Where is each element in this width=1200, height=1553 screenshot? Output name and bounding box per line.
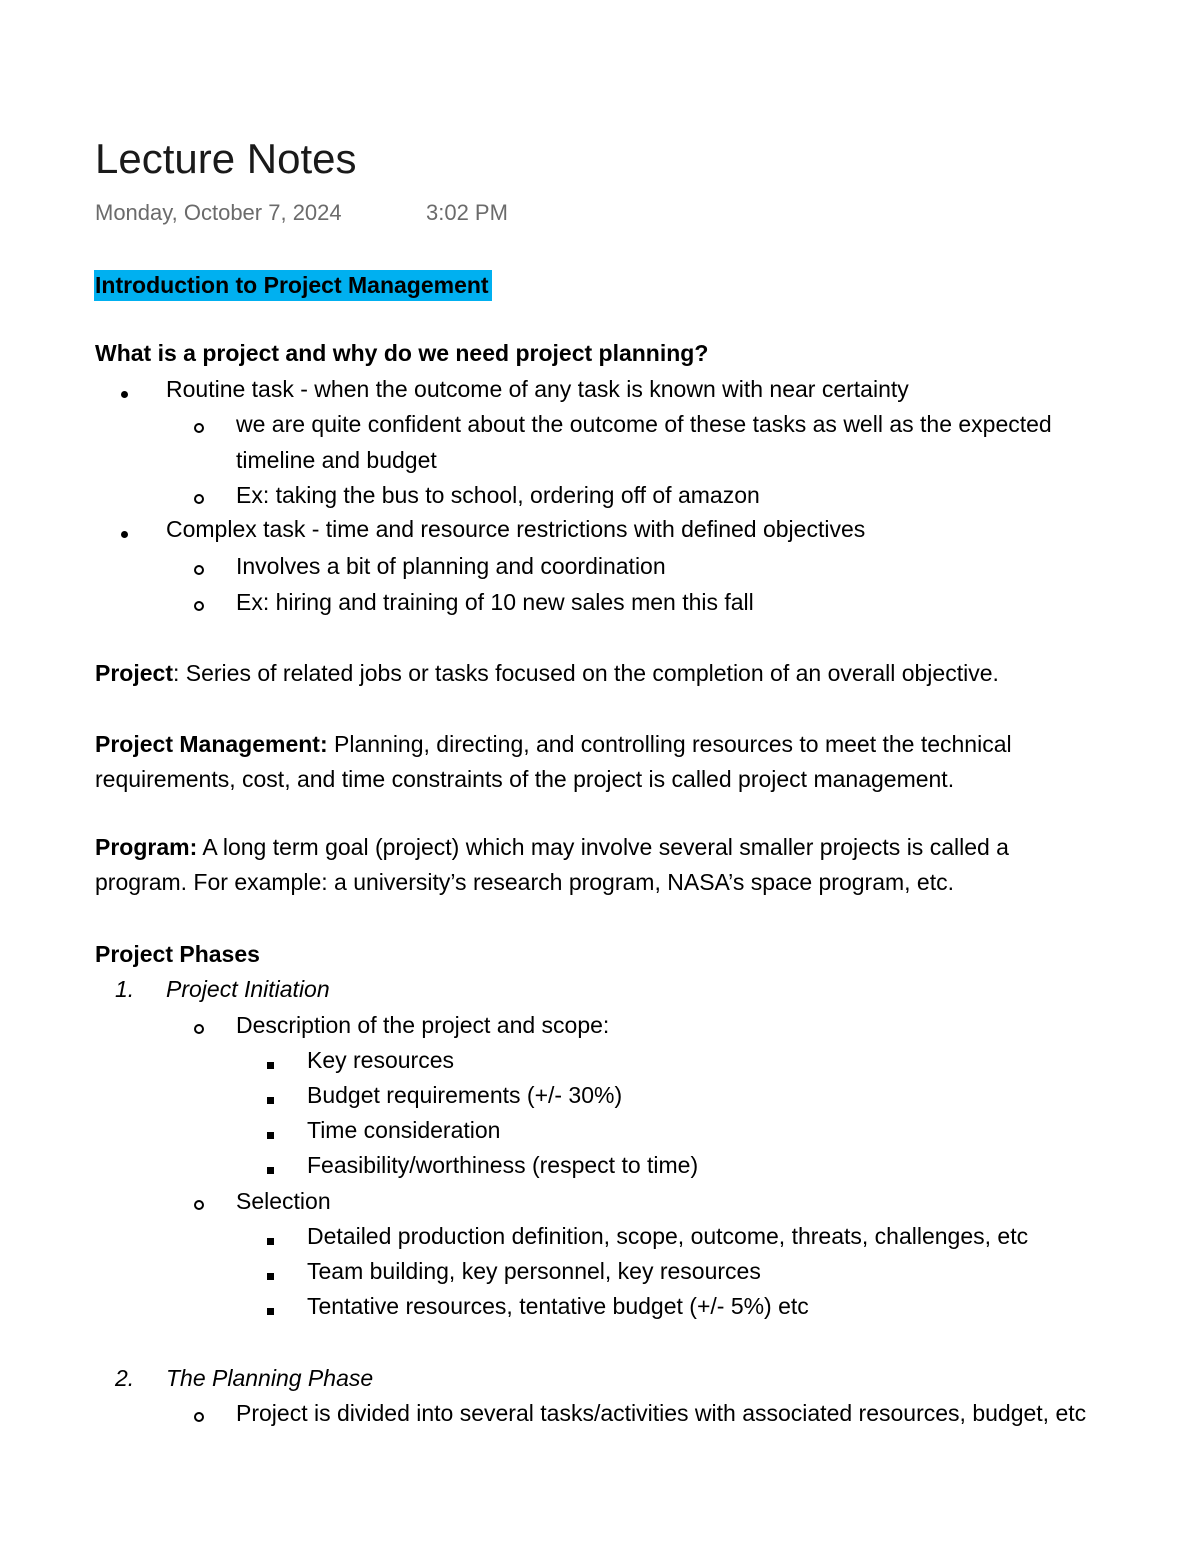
question-heading: What is a project and why do we need project planning? — [95, 340, 709, 366]
sub-item-routine-2: Ex: taking the bus to school, ordering off of amazon — [236, 482, 760, 508]
note-time: 3:02 PM — [426, 200, 508, 225]
bullet-ring-icon — [194, 410, 204, 440]
list-item: Detailed production definition, scope, outcome, threats, challenges, etc — [307, 1223, 1029, 1249]
definition-project — [95, 658, 999, 688]
note-date: Monday, October 7, 2024 — [95, 200, 342, 225]
bullet-ring-icon — [194, 552, 204, 582]
bullet-square-icon — [267, 1292, 274, 1322]
term-project: Project — [95, 660, 173, 686]
list-item-routine: Routine task - when the outcome of any task is known with near certainty — [166, 376, 909, 402]
phase-2-title: The Planning Phase — [166, 1365, 374, 1391]
list-item: Team building, key personnel, key resources — [307, 1258, 761, 1284]
def-program-2: program. For example: a university’s research program, NASA’s space program, etc. — [95, 869, 955, 895]
bullet-square-icon — [267, 1257, 274, 1287]
list-item: Tentative resources, tentative budget (+/- 5%) etc — [307, 1293, 809, 1319]
phase-1-title: Project Initiation — [166, 976, 330, 1002]
bullet-ring-icon — [194, 481, 204, 511]
phase-1-description: Description of the project and scope: — [236, 1012, 610, 1038]
list-item-complex: Complex task - time and resource restrictions with defined objectives — [166, 516, 866, 542]
bullet-ring-icon — [194, 1011, 204, 1041]
sub-item-routine-1-cont: timeline and budget — [236, 447, 437, 473]
sub-item-routine-1: we are quite confident about the outcome of these tasks as well as the expected — [236, 411, 1052, 437]
phase-1-selection: Selection — [236, 1188, 331, 1214]
def-program-1: A long term goal (project) which may involve several smaller projects is called a — [197, 834, 1009, 860]
list-item: Budget requirements (+/- 30%) — [307, 1082, 623, 1108]
def-project: : Series of related jobs or tasks focused on the completion of an overall objective. — [172, 660, 999, 686]
term-pm: Project Management: — [95, 731, 328, 757]
bullet-square-icon — [267, 1116, 274, 1146]
sub-item-complex-2: Ex: hiring and training of 10 new sales men this fall — [236, 589, 754, 615]
phases-heading: Project Phases — [95, 941, 260, 967]
list-item: Key resources — [307, 1047, 455, 1073]
bullet-square-icon — [267, 1046, 274, 1076]
term-program: Program: — [95, 834, 198, 860]
phase-2-description: Project is divided into several tasks/activities with associated resources, budget, etc — [236, 1400, 1087, 1426]
definition-program — [95, 832, 1009, 862]
list-item: Time consideration — [307, 1117, 501, 1143]
bullet-ring-icon — [194, 1187, 204, 1217]
bullet-dot-icon — [121, 375, 128, 405]
highlighted-heading: Introduction to Project Management — [94, 270, 492, 301]
definition-pm — [95, 729, 1012, 759]
def-pm-2: requirements, cost, and time constraints of the project is called project management. — [95, 766, 955, 792]
section-heading — [94, 270, 492, 300]
sub-item-complex-1: Involves a bit of planning and coordination — [236, 553, 666, 579]
page-title: Lecture Notes — [95, 135, 357, 182]
bullet-ring-icon — [194, 1399, 204, 1429]
list-item: Feasibility/worthiness (respect to time) — [307, 1152, 699, 1178]
bullet-square-icon — [267, 1151, 274, 1181]
phase-1-number: 1. — [115, 976, 135, 1002]
bullet-ring-icon — [194, 588, 204, 618]
bullet-square-icon — [267, 1222, 274, 1252]
phase-2-number: 2. — [115, 1365, 135, 1391]
def-pm-1: Planning, directing, and controlling resources to meet the technical — [327, 731, 1012, 757]
bullet-dot-icon — [121, 515, 128, 545]
bullet-square-icon — [267, 1081, 274, 1111]
